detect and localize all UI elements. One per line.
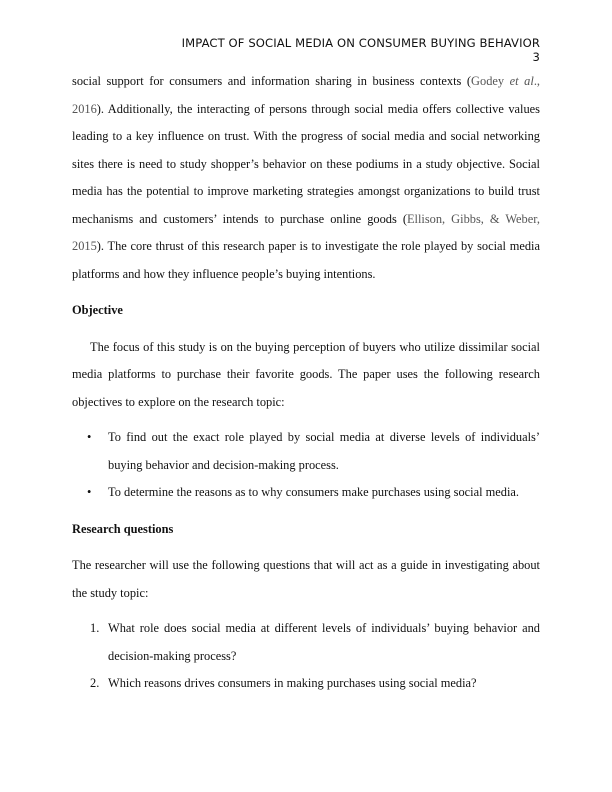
research-questions-heading: Research questions — [72, 521, 174, 536]
intro-text-2: ). Additionally, the interacting of persons through social media offers collective values leading to a key influence on trust. With the progress of social media and social networking sites there is need to study shopper’s behavior on these podiums in a study objective. Social media has the potential to improve marketing strategies amongst organizations to build trust mechanisms and customers’ intends to purchase online goods ( — [72, 101, 540, 226]
list-number: 2. — [90, 676, 100, 690]
intro-text-3: ). The core thrust of this research paper is to investigate the role played by social media platforms and how they influence people’s buying intentions. — [72, 239, 540, 281]
citation-ellison: Ellison, Gibbs, & Weber, 2015 — [72, 211, 540, 253]
running-head — [182, 36, 540, 64]
objective-bullet-list — [72, 424, 540, 507]
intro-paragraph — [72, 68, 540, 288]
question-text: Which reasons drives consumers in making purchases using social media? — [108, 676, 477, 690]
bullet-icon: • — [87, 430, 92, 444]
page-number: 3 — [532, 50, 540, 64]
intro-text-1: social support for consumers and information sharing in business contexts ( — [72, 74, 472, 88]
citation-godey-author: Godey — [471, 74, 510, 88]
bullet-text: To determine the reasons as to why consumers make purchases using social media. — [108, 485, 520, 499]
list-item — [72, 670, 540, 698]
objective-paragraph: The focus of this study is on the buying perception of buyers who utilize dissimilar social media platforms to purchase their favorite goods. The paper uses the following research objectives to explore on the research topic: — [72, 339, 540, 409]
citation-godey-etal: et al — [509, 74, 534, 88]
list-item — [72, 615, 540, 670]
research-questions-list — [72, 615, 540, 698]
citation-godey-year: ., 2016 — [72, 74, 541, 116]
body-text — [72, 68, 540, 698]
bullet-icon: • — [87, 485, 92, 499]
bullet-text: To find out the exact role played by social media at diverse levels of individuals’ buying behavior and decision-making process. — [108, 430, 540, 472]
list-number: 1. — [90, 621, 100, 635]
research-questions-paragraph: The researcher will use the following questions that will act as a guide in investigating about the study topic: — [72, 558, 540, 600]
question-text: What role does social media at different levels of individuals’ buying behavior and decision-making process? — [108, 621, 540, 663]
list-item — [72, 479, 540, 507]
objective-heading: Objective — [72, 303, 123, 317]
running-head-title: IMPACT OF SOCIAL MEDIA ON CONSUMER BUYING BEHAVIOR — [181, 36, 540, 50]
list-item — [72, 424, 540, 479]
